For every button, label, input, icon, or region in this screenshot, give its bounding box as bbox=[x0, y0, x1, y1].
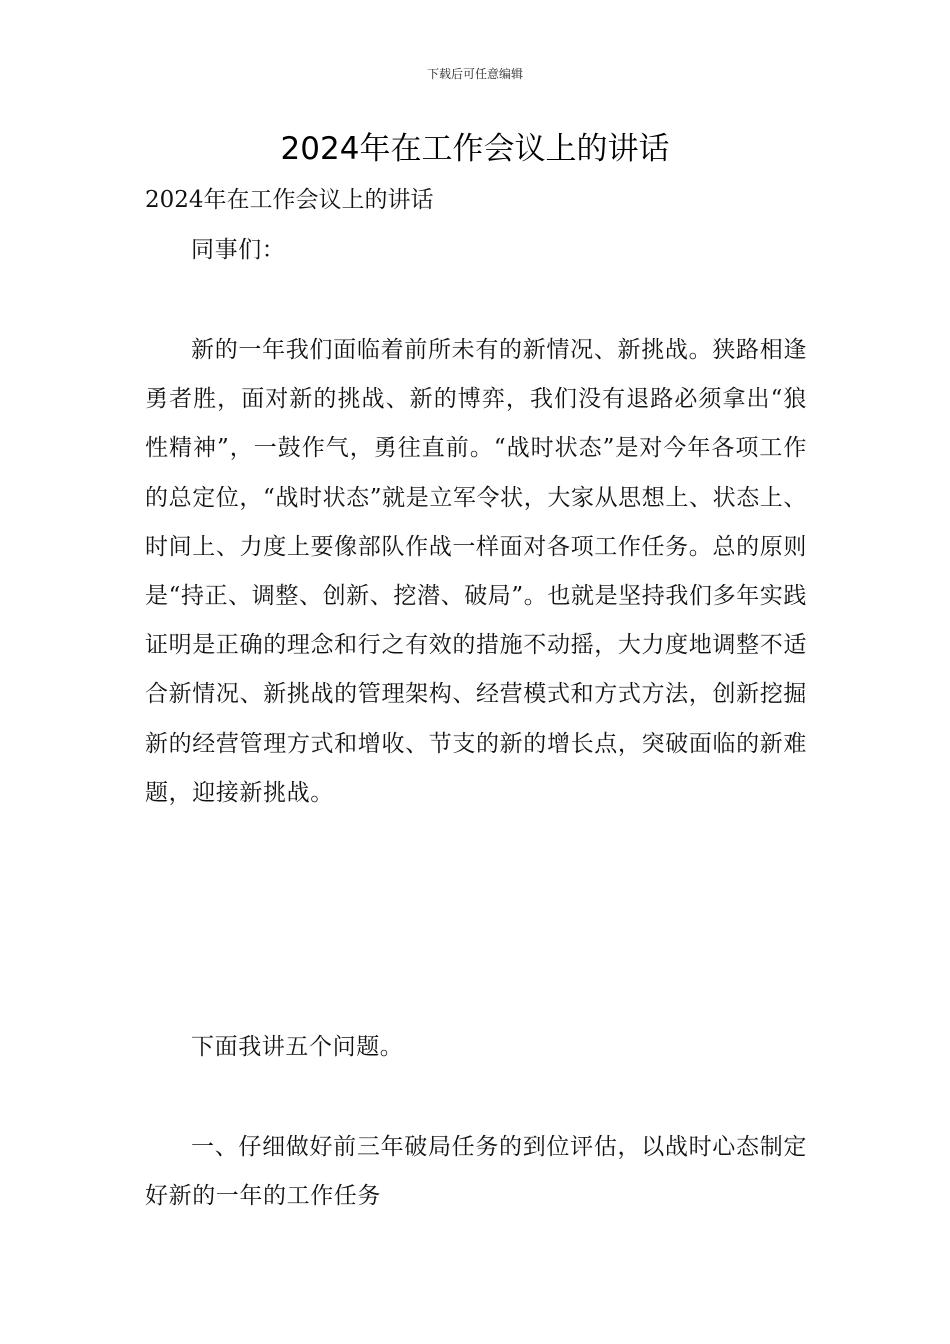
paragraph-intro: 新的一年我们面临着前所未有的新情况、新挑战。狭路相逢勇者胜，面对新的挑战、新的博弈，我们没有退路必须拿出“狼性精神”，一鼓作气，勇往直前。“战时状态”是对今年各项工作的总定位，“战时状态”就是立军令状，大家从思想上、状态上、时间上、力度上要像部队作战一样面对各项工作任务。总的原则是“持正、调整、创新、挖潜、破局”。也就是坚持我们多年实践证明是正确的理念和行之有效的措施不动摇，大力度地调整不适合新情况、新挑战的管理架构、经营模式和方式方法，创新挖掘新的经营管理方式和增收、节支的新的增长点，突破面临的新难题，迎接新挑战。 bbox=[145, 337, 807, 806]
section-heading-one: 一、仔细做好前三年破局任务的到位评估，以战时心态制定好新的一年的工作任务 bbox=[145, 1134, 807, 1210]
paragraph-outline: 下面我讲五个问题。 bbox=[191, 1034, 404, 1060]
document-title: 2024年在工作会议上的讲话 bbox=[280, 131, 670, 167]
document-subtitle: 2024年在工作会议上的讲话 bbox=[145, 187, 434, 213]
greeting: 同事们： bbox=[191, 237, 286, 263]
header-note: 下载后可任意编辑 bbox=[426, 67, 523, 81]
